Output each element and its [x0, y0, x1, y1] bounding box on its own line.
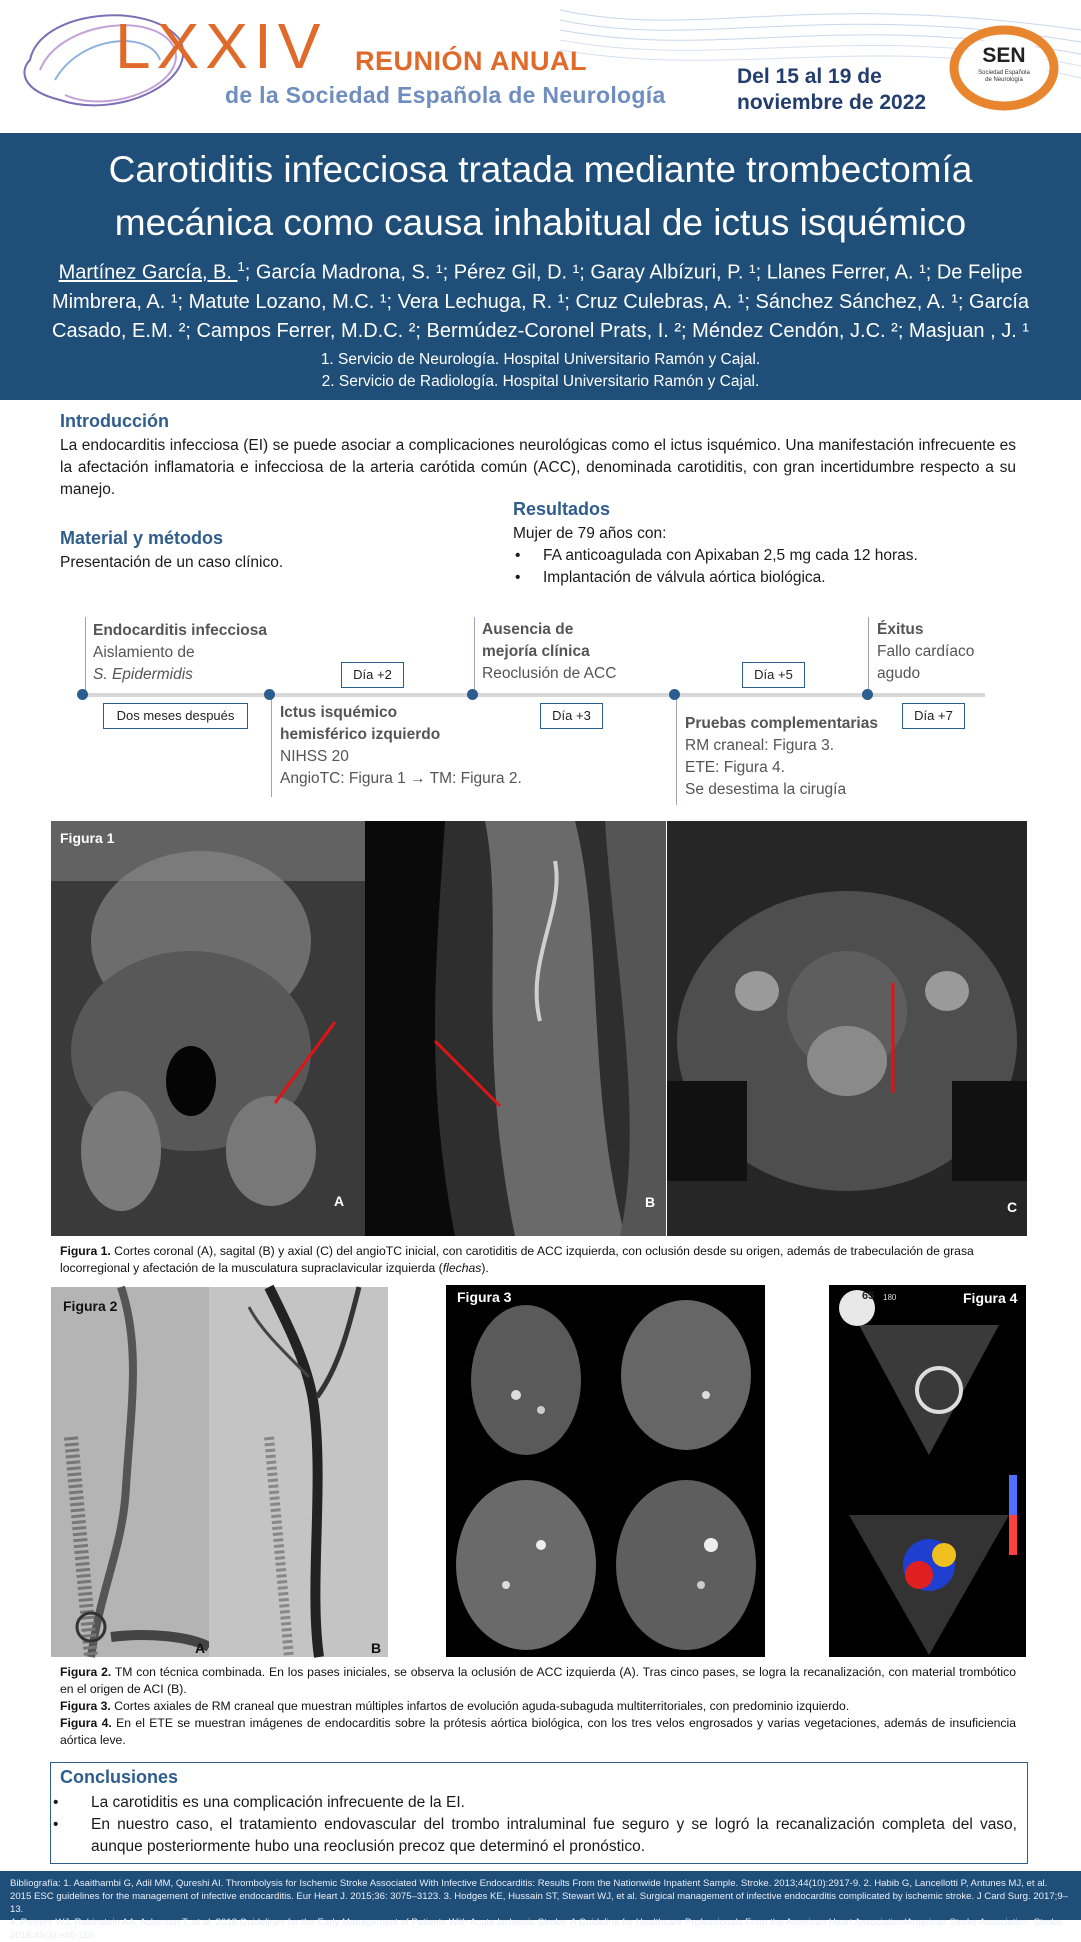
event-detail: Reoclusión de ACC — [482, 665, 617, 682]
figure-2-label: Figura 2 — [63, 1298, 118, 1314]
panel-letter: B — [371, 1640, 382, 1656]
affiliation-2: 2. Servicio de Radiología. Hospital Universitario Ramón y Cajal. — [321, 373, 760, 390]
event-title: Pruebas complementarias — [685, 715, 878, 732]
panel-letter: B — [645, 1194, 656, 1210]
authors-line-3: Casado, E.M. ²; Campos Ferrer, M.D.C. ²; Bermúdez-Coronel Prats, I. ²; Méndez Cendón, J.C. ²; Masjuan , J. ¹ — [52, 319, 1029, 342]
event-detail: Fallo cardíaco — [877, 643, 975, 660]
sen-sub-2: de Neurología — [985, 77, 1023, 83]
timeline-event-no-improvement — [482, 619, 616, 685]
intro-text: La endocarditis infecciosa (EI) se puede asociar a complicaciones neurológicas como el ictus isquémico. Una manifestación infrecuente es la afectación inflamatoria e infecciosa de la arteria carótida común (ACC), denominada carotiditis, con gran incertidumbre respecto a su manejo. — [60, 437, 1016, 498]
timeline-dot — [467, 689, 478, 700]
results-text: Mujer de 79 años con: — [513, 525, 667, 542]
caption-label: Figura 1. — [60, 1244, 111, 1258]
timeline-interval-box: Día +2 — [341, 662, 404, 688]
timeline-event-tests — [685, 713, 878, 801]
timeline-axis — [80, 693, 985, 697]
intro-heading: Introducción — [60, 411, 169, 431]
event-detail: AngioTC: Figura 1 → TM: Figura 2. — [280, 770, 522, 787]
timeline-interval-box: Dos meses después — [103, 703, 248, 729]
title-line-2: mecánica como causa inhabitual de ictus isquémico — [114, 202, 967, 243]
conclusions-box — [50, 1762, 1028, 1864]
panel-letter: A — [195, 1640, 206, 1656]
event-detail: NIHSS 20 — [280, 748, 349, 765]
caption-text: Cortes axiales de RM craneal que muestran múltiples infartos de evolución aguda-subaguda multiterritoriales, con predominio izquierdo. — [110, 1699, 850, 1713]
caption-text: Cortes coronal (A), sagital (B) y axial (C) del angioTC inicial, con carotiditis de ACC izquierda, con oclusión desde su origen, además de trabeculación de grasa locorregional y afectación de la musculatura supraclavicular izquierda ( — [60, 1244, 974, 1275]
authors-line-1 — [28, 252, 1053, 288]
authors-line-2: Mimbrera, A. ¹; Matute Lozano, M.C. ¹; Vera Lechuga, R. ¹; Cruz Culebras, A. ¹; Sánchez Sánchez, A. ¹; García — [51, 290, 1030, 313]
conclusion-bullet: • La carotiditis es una complicación infrecuente de la EI. — [51, 1792, 1017, 1814]
caption-text: TM con técnica combinada. En los pases iniciales, se observa la oclusión de ACC izquierda (A). Tras cinco pases, se logra la recanalización, con material trombótico en el origen de ACI (B). — [60, 1665, 1016, 1696]
timeline-interval-box: Día +3 — [540, 703, 603, 729]
timeline-connector — [271, 695, 272, 797]
conclusion-bullet: • En nuestro caso, el tratamiento endovascular del trombo intraluminal fue seguro y se logró la recanalización completa del vaso, aunque posteriormente hubo una reoclusión precoz que determinó el pronóstico. — [51, 1814, 1017, 1858]
conference-title: REUNIÓN ANUAL — [355, 46, 587, 76]
caption-italic: flechas — [442, 1261, 482, 1275]
results-bullet: • FA anticoagulada con Apixaban 2,5 mg cada 12 horas. — [513, 545, 1013, 567]
conference-number: LXXIV — [115, 10, 327, 82]
methods-heading: Material y métodos — [60, 528, 224, 548]
timeline-interval-box: Día +5 — [742, 662, 805, 688]
event-detail: agudo — [877, 665, 921, 682]
timeline-connector — [474, 617, 475, 695]
affiliation-1: 1. Servicio de Neurología. Hospital Universitario Ramón y Cajal. — [320, 351, 761, 368]
sen-logo-subtitle — [942, 70, 1066, 84]
title-line-1: Carotiditis infecciosa tratada mediante trombectomía — [108, 149, 973, 190]
ct-axial-image — [667, 821, 1027, 1236]
caption-label: Figura 2. — [60, 1665, 112, 1679]
bib-line: Bibliografía: 1. Asaithambi G, Adil MM, Qureshi AI. Thrombolysis for Ischemic Stroke Associated With Infective Endocarditis: Results From the Nationwide Inpatient Sample. Stroke. 2013;44(10):2917-9. 2. Habib G, Lancellotti P, Antunes MJ, et al. — [10, 1878, 1048, 1889]
figure-1-caption — [60, 1243, 1016, 1277]
figure-3-label: Figura 3 — [457, 1289, 512, 1305]
poster-title — [30, 143, 1051, 249]
angiography-recanalized-image — [209, 1287, 388, 1657]
timeline-dot — [669, 689, 680, 700]
panel-letter: A — [334, 1193, 345, 1209]
ct-sagittal-image — [365, 821, 666, 1236]
author-list — [28, 252, 1053, 346]
event-detail: S. Epidermidis — [93, 666, 193, 683]
event-detail: RM craneal: Figura 3. — [685, 737, 835, 754]
bib-line: 2015 ESC guidelines for the management of infective endocarditis. Eur Heart J. 2015;36: 3075–3123. 3. Hodges KE, Hussain ST, Stewart WJ, et al. Surgical management of infective endocarditis complicated by ischemic stroke. J Card Surg. 2017;9–13. — [10, 1891, 1069, 1915]
caption-label: Figura 4. — [60, 1716, 112, 1730]
timeline-event-exitus — [877, 619, 974, 685]
timeline-dot — [862, 689, 873, 700]
probe-angle-value: 65 — [862, 1290, 875, 1302]
timeline-connector — [85, 617, 86, 695]
timeline-dot — [77, 689, 88, 700]
figure-2-panel-a — [51, 1287, 209, 1657]
authors-line-1-rest: ; García Madrona, S. ¹; Pérez Gil, D. ¹; Garay Albízuri, P. ¹; Llanes Ferrer, A. ¹; De Felipe — [244, 261, 1023, 284]
timeline-connector — [868, 617, 869, 695]
event-title: Ictus isquémico — [280, 704, 398, 721]
sen-sub-1: Sociedad Española — [978, 70, 1030, 76]
event-title: Ausencia de — [482, 621, 574, 638]
tee-echocardiography-image — [829, 1285, 1026, 1657]
conference-header — [0, 0, 1081, 133]
figure-1-label: Figura 1 — [60, 830, 115, 846]
event-detail: Aislamiento de — [93, 644, 195, 661]
first-author-sup: 1 — [237, 259, 245, 274]
event-title: Endocarditis infecciosa — [93, 622, 267, 639]
conclusions-heading: Conclusiones — [60, 1767, 179, 1787]
caption-label: Figura 3. — [60, 1699, 111, 1713]
figures-2-4-caption — [60, 1664, 1016, 1749]
bibliography — [0, 1871, 1081, 1941]
bib-line: 2018;49(3):e46-110. — [10, 1930, 97, 1941]
first-author: Martínez García, B. — [58, 261, 238, 284]
figure-4-label: Figura 4 — [963, 1290, 1018, 1306]
caption-text: En el ETE se muestran imágenes de endocarditis sobre la prótesis aórtica biológica, con los tres velos engrosados y varias vegetaciones, además de insuficiencia aórtica leve. — [60, 1716, 1016, 1747]
caption-text-end: ). — [481, 1261, 489, 1275]
figure-1-panel-a — [51, 821, 365, 1236]
figure-4-echo — [829, 1285, 1026, 1657]
event-title: Éxitus — [877, 621, 924, 638]
angiography-initial-image — [51, 1287, 209, 1657]
dates-line-2: noviembre de 2022 — [737, 91, 927, 114]
sen-logo-text: SEN — [982, 44, 1026, 67]
panel-letter: C — [1007, 1199, 1018, 1215]
timeline-interval-box: Día +7 — [902, 703, 965, 729]
figure-3-mri — [446, 1285, 765, 1657]
figure-1-panel-c — [667, 821, 1027, 1236]
mri-axial-slices-image — [446, 1285, 765, 1657]
timeline-dot — [264, 689, 275, 700]
figure-1-panel-b — [365, 821, 666, 1236]
event-title: mejoría clínica — [482, 643, 590, 660]
sen-logo — [942, 18, 1060, 118]
conference-dates — [737, 64, 957, 116]
timeline-event-endocarditis — [93, 620, 267, 686]
results-bullet: • Implantación de válvula aórtica biológica. — [513, 567, 1013, 589]
probe-angle-scale: 180 — [883, 1293, 897, 1302]
results-list — [513, 545, 1013, 589]
event-title: hemisférico izquierdo — [280, 726, 441, 743]
society-name: de la Sociedad Española de Neurología — [225, 82, 666, 108]
timeline-connector — [676, 695, 677, 805]
methods-text: Presentación de un caso clínico. — [60, 554, 284, 571]
bib-line: 4. Powers WJ, Rabinstein AA, Ackerson T, et al. 2018 Guidelines for the Early Management of Patients With Acute Ischemic Stroke: A Guideline for Healthcare Professionals From the American Heart Association/American Stroke Association. Stroke. — [10, 1917, 1065, 1928]
sen-logo-shape — [942, 18, 1060, 118]
ct-coronal-image — [51, 821, 365, 1236]
results-heading: Resultados — [513, 499, 611, 519]
affiliations — [0, 349, 1081, 393]
event-detail: Se desestima la cirugía — [685, 781, 847, 798]
event-detail: ETE: Figura 4. — [685, 759, 785, 776]
dates-line-1: Del 15 al 19 de — [737, 65, 882, 88]
conclusions-list — [51, 1792, 1017, 1858]
timeline-event-ictus — [280, 702, 522, 790]
figure-2-panel-b — [209, 1287, 388, 1657]
